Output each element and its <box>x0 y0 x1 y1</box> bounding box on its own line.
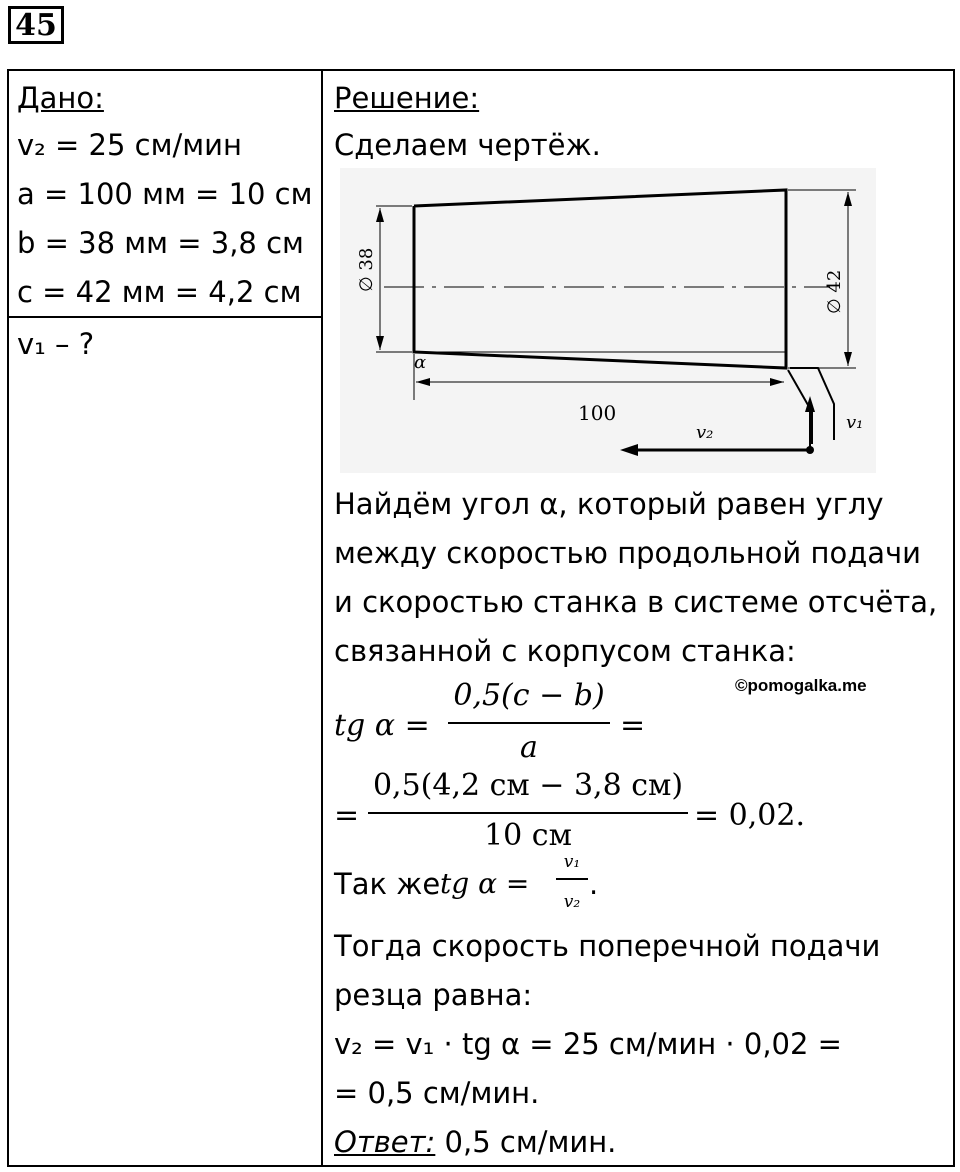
eq2-lhs: = <box>334 798 360 833</box>
given-line-c: c = 42 мм = 4,2 см <box>17 275 302 309</box>
eq2-rhs: = 0,02. <box>694 798 806 833</box>
lathe-drawing <box>340 168 876 473</box>
eq1-lhs: tg α = <box>334 708 430 743</box>
solution-header: Решение: <box>334 81 480 115</box>
given-line-b: b = 38 мм = 3,8 см <box>17 226 304 260</box>
solution-intro: Сделаем чертёж. <box>334 128 601 162</box>
para1-line-3: и скоростью станка в системе отсчёта, <box>334 585 938 619</box>
eq2-denominator: 10 см <box>484 818 572 853</box>
answer-line <box>334 1124 616 1160</box>
bottom-dim-label: 100 <box>578 401 617 425</box>
calc-line-1: v₂ = v₁ · tg α = 25 см/мин · 0,02 = <box>334 1027 842 1061</box>
eq1-denominator: a <box>520 730 538 765</box>
para1-line-4: связанной с корпусом станка: <box>334 634 796 668</box>
also-denominator: v₂ <box>563 892 581 912</box>
v1-label: v₁ <box>846 412 864 433</box>
also-text: Так же <box>334 867 441 901</box>
para2-line-1: Тогда скорость поперечной подачи <box>334 929 881 963</box>
answer-value: 0,5 см/мин. <box>435 1125 617 1159</box>
para1-line-2: между скоростью продольной подачи <box>334 536 921 570</box>
left-dim-label: ∅ 38 <box>356 247 377 292</box>
eq1-numerator: 0,5(c − b) <box>453 678 605 713</box>
find-line: v₁ – ? <box>17 327 95 361</box>
also-numerator: v₁ <box>563 852 581 872</box>
given-line-v2: v₂ = 25 см/мин <box>17 128 242 162</box>
right-dim-label: ∅ 42 <box>824 269 845 314</box>
problem-number: 45 <box>8 6 64 44</box>
column-divider <box>321 69 323 1167</box>
given-divider <box>7 316 323 318</box>
para1-line-1: Найдём угол α, который равен углу <box>334 487 884 521</box>
eq2-fraction-bar <box>368 812 688 814</box>
also-end: . <box>589 867 599 901</box>
eq1-rhs: = <box>620 708 646 743</box>
calc-line-2: = 0,5 см/мин. <box>334 1076 540 1110</box>
also-formula: tg α = <box>440 867 530 900</box>
given-header: Дано: <box>17 81 104 115</box>
given-line-a: a = 100 мм = 10 см <box>17 177 313 211</box>
answer-label: Ответ: <box>334 1125 436 1159</box>
v2-label: v₂ <box>696 422 714 443</box>
also-fraction-bar <box>556 878 588 880</box>
watermark: ©pomogalka.me <box>735 676 867 695</box>
angle-label: α <box>414 352 427 373</box>
para2-line-2: резца равна: <box>334 978 533 1012</box>
eq1-fraction-bar <box>448 722 610 724</box>
eq2-numerator: 0,5(4,2 см − 3,8 см) <box>372 768 684 803</box>
